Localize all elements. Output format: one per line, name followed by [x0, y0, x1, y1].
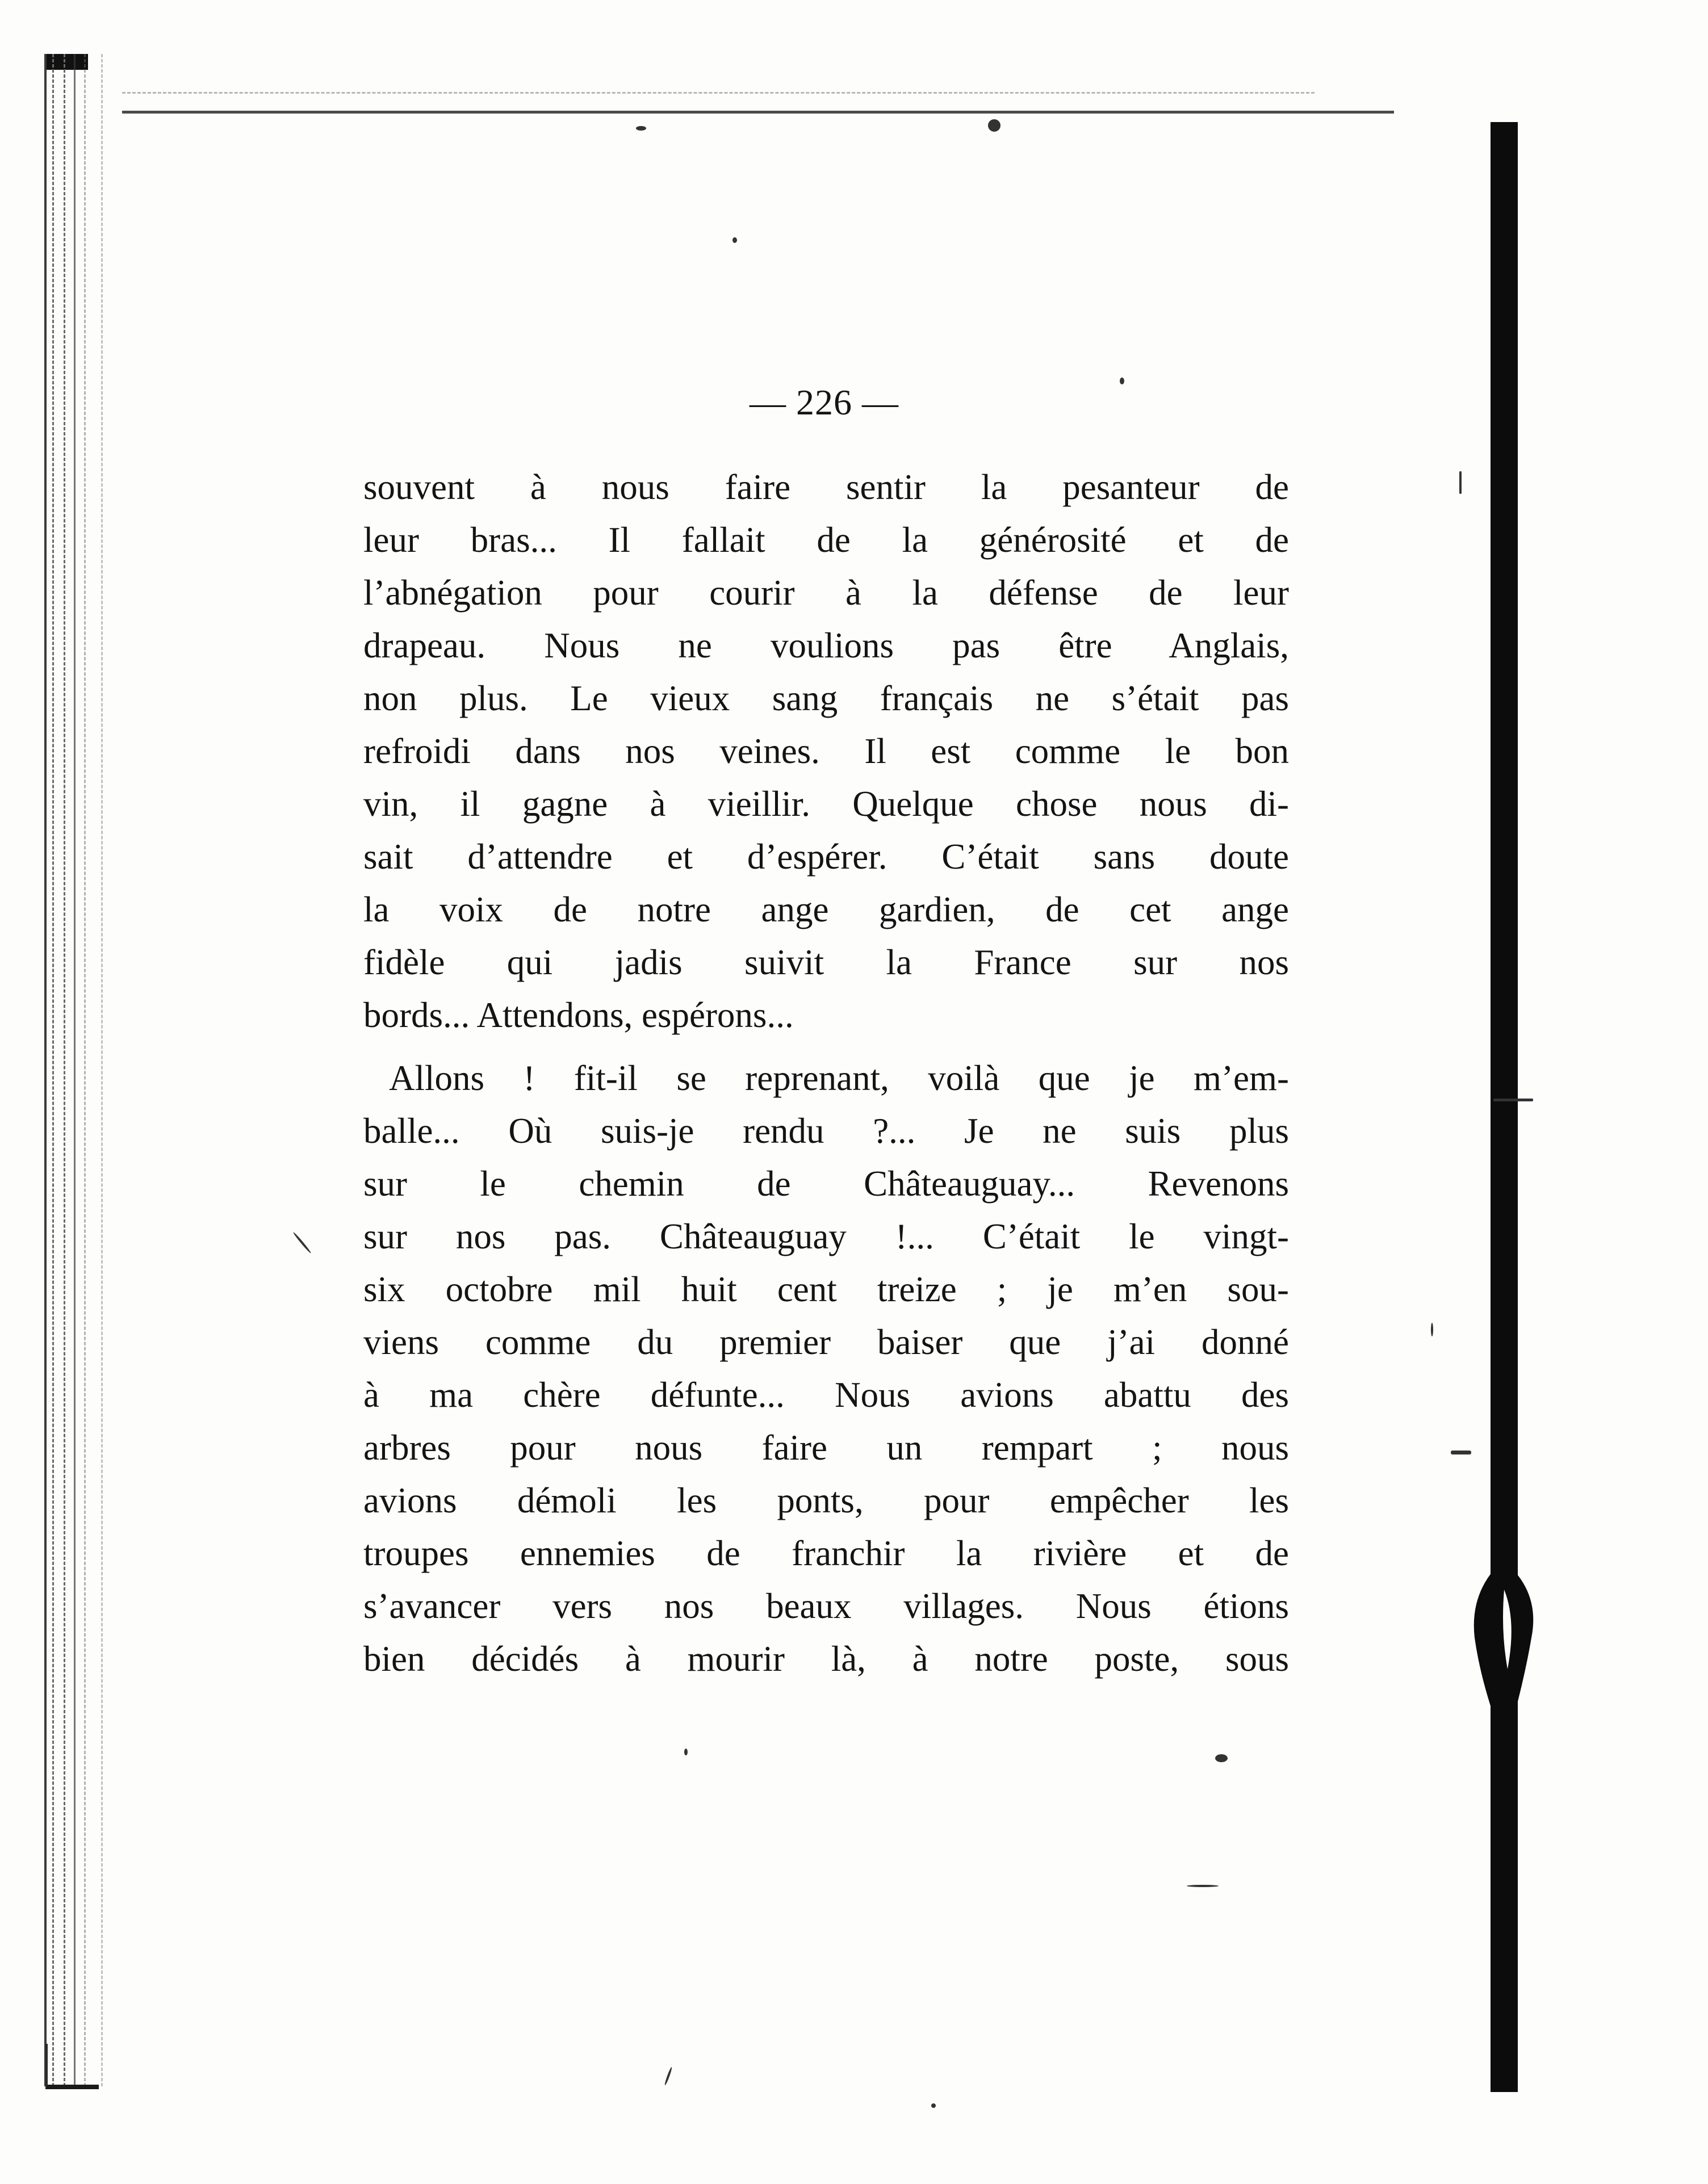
- scan-speck: [732, 237, 737, 243]
- scan-top-rule: [122, 111, 1394, 114]
- text-line: fidèle qui jadis suivit la France sur nos: [363, 942, 1289, 982]
- scan-speck: [636, 126, 646, 131]
- text-line: vin, il gagne à vieillir. Quelque chose nous di-: [363, 784, 1289, 824]
- scan-speck: [1459, 471, 1462, 494]
- scan-speck: [931, 2103, 936, 2108]
- text-line: refroidi dans nos veines. Il est comme le bon: [363, 731, 1289, 771]
- scan-speck: [1120, 378, 1124, 384]
- scan-speck: [1451, 1451, 1471, 1454]
- scan-speck: [1187, 1885, 1219, 1887]
- scan-left-binding-edge: [44, 54, 112, 2086]
- text-line: Allons ! fit-il se reprenant, voilà que je m’em-: [389, 1058, 1289, 1098]
- scan-right-black-bar: [1491, 122, 1518, 2092]
- text-line: viens comme du premier baiser que j’ai donné: [363, 1322, 1289, 1362]
- text-line: la voix de notre ange gardien, de cet ange: [363, 890, 1289, 929]
- paragraph: [363, 461, 1289, 1042]
- text-line: drapeau. Nous ne voulions pas être Anglais,: [363, 626, 1289, 665]
- page-number: — 226 —: [750, 382, 899, 422]
- text-line: bien décidés à mourir là, à notre poste, sous: [363, 1639, 1289, 1679]
- text-line: sur nos pas. Châteauguay !... C’était le vingt-: [363, 1217, 1289, 1256]
- text-line: arbres pour nous faire un rempart ; nous: [363, 1428, 1289, 1468]
- paragraph: [363, 1052, 1289, 1686]
- text-line: à ma chère défunte... Nous avions abattu des: [363, 1375, 1289, 1415]
- text-line: sur le chemin de Châteauguay... Revenons: [363, 1164, 1289, 1204]
- scan-speck: [1431, 1323, 1433, 1336]
- body-text: [363, 461, 1289, 1686]
- text-line: souvent à nous faire sentir la pesanteur de: [363, 467, 1289, 507]
- text-line: bords... Attendons, espérons...: [363, 995, 794, 1035]
- text-line: avions démoli les ponts, pour empêcher les: [363, 1481, 1289, 1520]
- text-line: sait d’attendre et d’espérer. C’était sans doute: [363, 837, 1289, 877]
- scan-top-dashed-rule: [122, 92, 1315, 94]
- scan-binding-knot-icon: [1468, 1536, 1540, 1723]
- scan-left-binding-foot: [45, 2044, 99, 2089]
- scan-speck: [1215, 1754, 1228, 1762]
- scan-speck: [292, 1231, 312, 1254]
- scan-speck: [1493, 1099, 1533, 1101]
- text-line: leur bras... Il fallait de la générosité et de: [363, 520, 1289, 560]
- text-line: non plus. Le vieux sang français ne s’était pas: [363, 678, 1289, 718]
- scan-speck: [988, 119, 1000, 132]
- text-line: l’abnégation pour courir à la défense de leur: [363, 573, 1289, 613]
- text-line: troupes ennemies de franchir la rivière et de: [363, 1533, 1289, 1573]
- text-line: six octobre mil huit cent treize ; je m’en sou-: [363, 1269, 1289, 1309]
- text-line: s’avancer vers nos beaux villages. Nous étions: [363, 1586, 1289, 1626]
- scan-speck: [664, 2066, 672, 2085]
- scan-speck: [684, 1749, 688, 1755]
- text-line: balle... Où suis-je rendu ?... Je ne suis plus: [363, 1111, 1289, 1151]
